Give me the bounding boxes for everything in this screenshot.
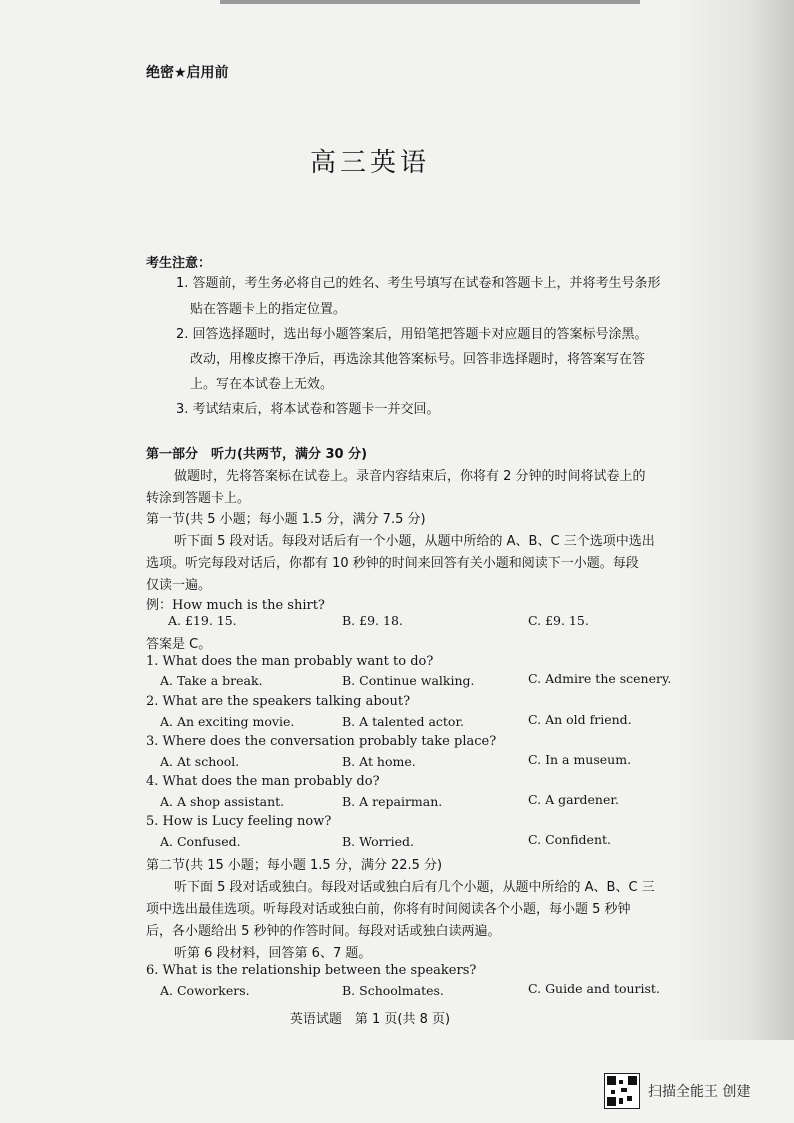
option-a: A. A shop assistant. [160, 794, 285, 809]
notice-heading: 考生注意： [146, 256, 212, 271]
part1-heading: 第一部分 听力(共两节，满分 30 分) [146, 447, 368, 462]
section1-intro: 听下面 5 段对话。每段对话后有一个小题，从题中所给的 A、B、C 三个选项中选出 [174, 534, 655, 549]
qr-code-icon [604, 1073, 640, 1109]
option-c: C. In a museum. [528, 752, 632, 767]
notice-line: 改动，用橡皮擦干净后，再选涂其他答案标号。回答非选择题时，将答案写在答 [190, 352, 646, 367]
example-question: 例：How much is the shirt? [146, 598, 325, 613]
confidential-label: 绝密★启用前 [146, 65, 229, 81]
option-b: B. Worried. [342, 834, 414, 849]
section2-heading: 第二节(共 15 小题；每小题 1.5 分，满分 22.5 分) [146, 858, 443, 873]
option-c: C. An old friend. [528, 712, 632, 727]
option-b: B. Schoolmates. [342, 983, 444, 998]
question: 5. How is Lucy feeling now? [146, 814, 332, 829]
option-c: C. Confident. [528, 832, 611, 847]
part1-intro: 转涂到答题卡上。 [146, 491, 251, 506]
part1-intro: 做题时，先将答案标在试卷上。录音内容结束后，你将有 2 分钟的时间将试卷上的 [174, 469, 646, 484]
option-a: A. At school. [160, 754, 240, 769]
option-a: A. Coworkers. [160, 983, 250, 998]
option-a: A. An exciting movie. [160, 714, 295, 729]
notice-line: 贴在答题卡上的指定位置。 [190, 302, 347, 317]
section1-intro: 选项。听完每段对话后，你都有 10 秒钟的时间来回答有关小题和阅读下一小题。每段 [146, 556, 639, 571]
option-b: B. At home. [342, 754, 416, 769]
option-a: A. Confused. [160, 834, 241, 849]
option-b: B. Continue walking. [342, 673, 475, 688]
option-b: B. A repairman. [342, 794, 443, 809]
option-b: B. A talented actor. [342, 714, 465, 729]
question: 4. What does the man probably do? [146, 774, 380, 789]
notice-line: 上。写在本试卷上无效。 [190, 377, 334, 392]
notice-line: 3. 考试结束后，将本试卷和答题卡一并交回。 [176, 402, 440, 417]
section2-intro: 听下面 5 段对话或独白。每段对话或独白后有几个小题，从题中所给的 A、B、C 三 [174, 880, 655, 895]
question: 1. What does the man probably want to do? [146, 654, 434, 669]
notice-line: 1. 答题前，考生务必将自己的姓名、考生号填写在试卷和答题卡上，并将考生号条形 [176, 276, 661, 291]
option-c: C. £9. 15. [528, 613, 589, 628]
option-c: C. Admire the scenery. [528, 671, 672, 686]
option-c: C. A gardener. [528, 792, 619, 807]
option-c: C. Guide and tourist. [528, 981, 660, 996]
question: 6. What is the relationship between the speakers? [146, 963, 477, 978]
section1-intro: 仅读一遍。 [146, 578, 212, 593]
question: 2. What are the speakers talking about? [146, 694, 411, 709]
option-a: A. Take a break. [160, 673, 263, 688]
material-note: 听第 6 段材料，回答第 6、7 题。 [174, 946, 372, 961]
option-b: B. £9. 18. [342, 613, 403, 628]
camscanner-watermark [604, 1073, 750, 1109]
section1-heading: 第一节(共 5 小题；每小题 1.5 分，满分 7.5 分) [146, 512, 426, 527]
page-title: 高三英语 [309, 148, 430, 178]
section2-intro: 项中选出最佳选项。听每段对话或独白前，你将有时间阅读各个小题，每小题 5 秒钟 [146, 902, 631, 917]
option-a: A. £19. 15. [168, 613, 237, 628]
example-answer: 答案是 C。 [146, 637, 212, 652]
notice-line: 2. 回答选择题时，选出每小题答案后，用铅笔把答题卡对应题目的答案标号涂黑。 [176, 327, 648, 342]
section2-intro: 后，各小题给出 5 秒钟的作答时间。每段对话或独白读两遍。 [146, 924, 501, 939]
question: 3. Where does the conversation probably take place? [146, 734, 497, 749]
page-footer: 英语试题 第 1 页(共 8 页) [289, 1012, 451, 1027]
watermark-label: 扫描全能王 创建 [648, 1084, 751, 1100]
